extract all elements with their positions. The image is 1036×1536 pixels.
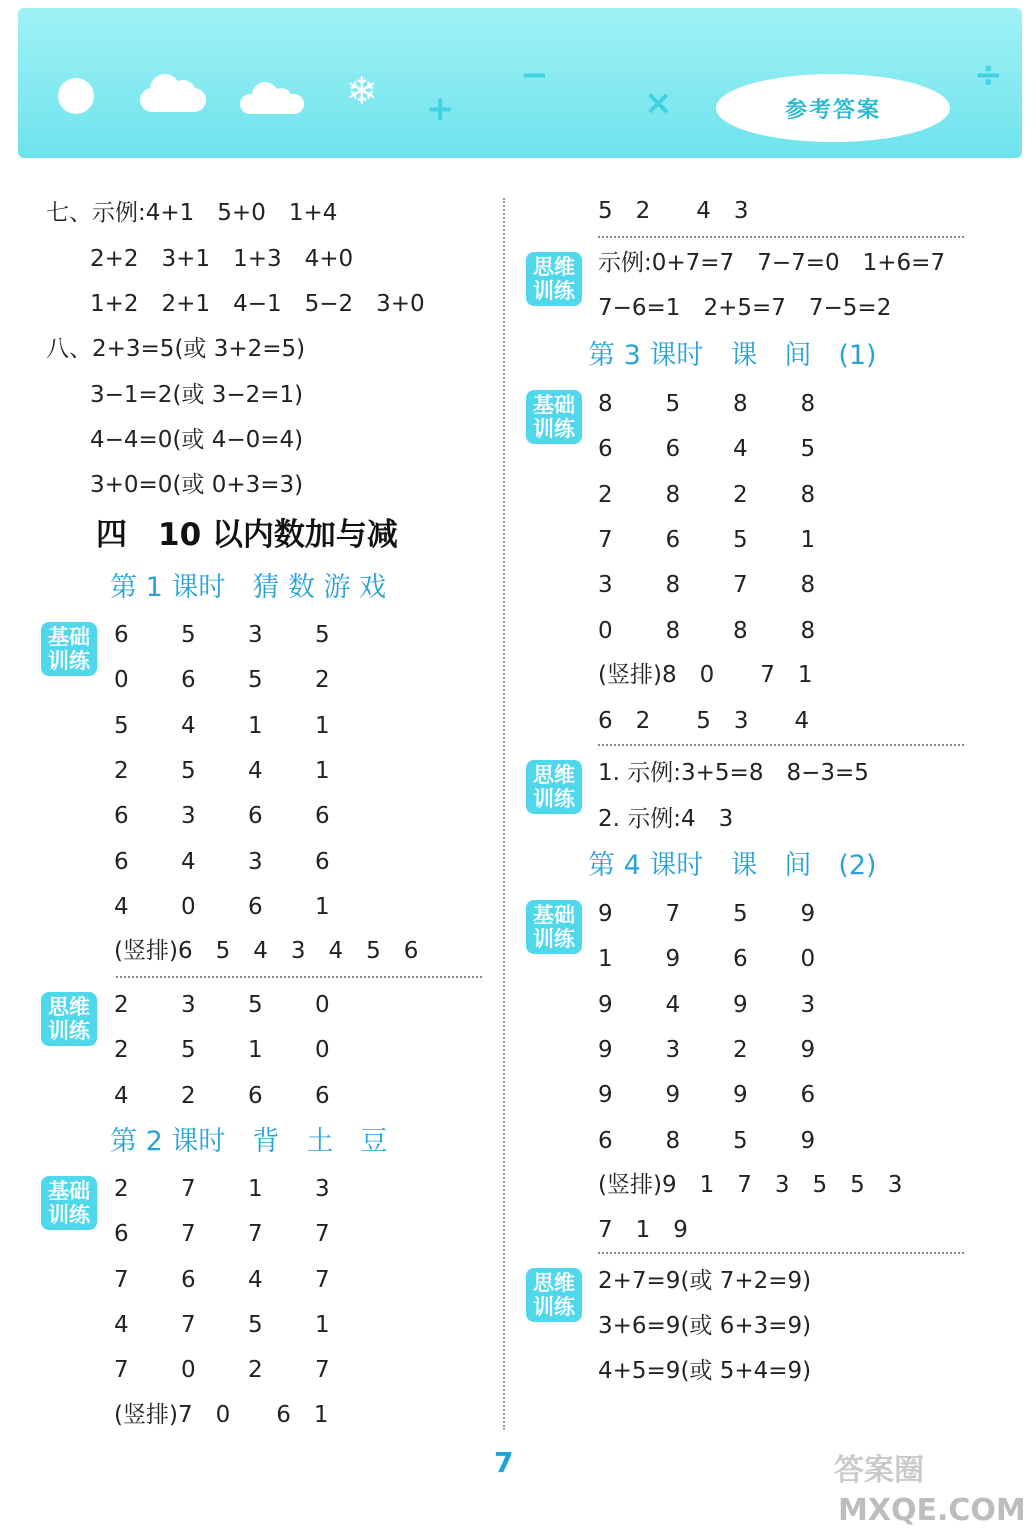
- thinking-training-badge: 思维 训练: [526, 1268, 582, 1322]
- grid-cell: 1: [315, 757, 330, 784]
- answer-line: 3−1=2(或 3−2=1): [90, 382, 304, 408]
- grid-cell: 6: [114, 803, 129, 830]
- grid-cell: 7: [315, 1221, 330, 1248]
- answer-line: 2+2 3+1 1+3 4+0: [90, 246, 354, 272]
- grid-cell: 5: [114, 712, 129, 739]
- grid-cell: 5: [733, 1127, 748, 1154]
- basic-training-badge: 基础 训练: [41, 622, 97, 676]
- answer-line: 6 2 5 3 4: [598, 708, 810, 734]
- grid-cell: 6: [114, 622, 129, 648]
- grid-cell: 9: [598, 991, 613, 1018]
- grid-cell: 6: [114, 1221, 129, 1248]
- answer-line: 7−6=1 2+5=7 7−5=2: [598, 295, 892, 321]
- grid-cell: 3: [181, 803, 196, 830]
- grid-cell: 9: [800, 1127, 816, 1154]
- grid-cell: 5: [248, 667, 263, 694]
- basic-training-badge: 基础 训练: [41, 1176, 97, 1230]
- grid-cell: 3: [181, 992, 196, 1018]
- grid-cell: 9: [598, 1036, 613, 1063]
- answer-line: 七、示例:4+1 5+0 1+4: [46, 200, 338, 226]
- cloud-icon: [140, 88, 206, 112]
- snowflake-icon: ❄: [346, 69, 378, 113]
- grid-cell: 9: [598, 901, 613, 927]
- grid-cell: 8: [733, 617, 748, 644]
- grid-cell: 4: [733, 436, 748, 463]
- answer-line: (竖排)7 0 6 1: [114, 1402, 329, 1428]
- grid-cell: 8: [598, 391, 613, 417]
- grid-cell: 2: [733, 1036, 748, 1063]
- grid-cell: 4: [114, 1311, 129, 1338]
- answer-line: (竖排)8 0 7 1: [598, 662, 813, 688]
- grid-cell: 9: [733, 991, 748, 1018]
- grid-cell: 6: [315, 1082, 330, 1109]
- grid-cell: 4: [181, 712, 196, 739]
- plus-icon: +: [426, 89, 455, 129]
- basic-training-badge: 基础 训练: [526, 900, 582, 954]
- grid-cell: 7: [114, 1357, 129, 1384]
- grid-cell: 8: [665, 572, 681, 599]
- grid-cell: 2: [598, 481, 613, 508]
- grid-cell: 0: [800, 946, 816, 973]
- grid-cell: 2: [114, 1176, 129, 1202]
- grid-cell: 6: [598, 1127, 613, 1154]
- grid-cell: 5: [733, 526, 748, 553]
- answer-line: 2. 示例:4 3: [598, 806, 734, 832]
- grid-cell: 0: [315, 992, 330, 1018]
- grid-cell: 8: [800, 572, 816, 599]
- grid-cell: 8: [800, 391, 816, 417]
- grid-cell: 1: [248, 1037, 263, 1064]
- grid-cell: 2: [114, 757, 129, 784]
- grid-cell: 6: [248, 803, 263, 830]
- grid-cell: 6: [248, 1082, 263, 1109]
- grid-cell: 7: [733, 572, 748, 599]
- grid-cell: 7: [315, 1266, 330, 1293]
- grid-cell: 2: [181, 1082, 196, 1109]
- divider: [598, 1252, 964, 1254]
- grid-cell: 6: [315, 848, 330, 875]
- grid-cell: 3: [248, 622, 263, 648]
- grid-cell: 1: [598, 946, 613, 973]
- grid-cell: 2: [114, 992, 129, 1018]
- grid-cell: 5: [248, 1311, 263, 1338]
- column-divider: [503, 198, 505, 1430]
- grid-cell: 2: [114, 1037, 129, 1064]
- lesson-title: 第 1 课时 猜 数 游 戏: [110, 572, 387, 603]
- answer-line: 八、2+3=5(或 3+2=5): [46, 336, 306, 362]
- grid-cell: 0: [315, 1037, 330, 1064]
- grid-cell: 8: [665, 617, 681, 644]
- divide-icon: ÷: [974, 55, 1003, 95]
- grid-cell: 2: [248, 1357, 263, 1384]
- answer-line: 4−4=0(或 4−0=4): [90, 427, 304, 453]
- grid-cell: 1: [315, 712, 330, 739]
- grid-cell: 8: [733, 391, 748, 417]
- grid-cell: 9: [733, 1082, 748, 1109]
- sun-icon: [58, 78, 94, 114]
- grid-cell: 6: [665, 526, 681, 553]
- grid-cell: 5: [181, 757, 196, 784]
- grid-cell: 8: [665, 1127, 681, 1154]
- answer-line: (竖排)6 5 4 3 4 5 6: [114, 938, 419, 964]
- grid-cell: 4: [665, 991, 681, 1018]
- grid-cell: 0: [598, 617, 613, 644]
- answer-line: 1. 示例:3+5=8 8−3=5: [598, 760, 869, 786]
- answer-line: 7 1 9: [598, 1217, 688, 1243]
- grid-cell: 6: [800, 1082, 816, 1109]
- divider: [598, 744, 964, 746]
- grid-cell: 5: [315, 622, 330, 648]
- divider: [598, 236, 964, 238]
- grid-cell: 6: [598, 436, 613, 463]
- grid-cell: 4: [248, 757, 263, 784]
- grid-cell: 5: [733, 901, 748, 927]
- answer-key-label: 参考答案: [716, 74, 950, 142]
- grid-cell: 3: [598, 572, 613, 599]
- answer-line: 3+6=9(或 6+3=9): [598, 1313, 812, 1339]
- answer-line: 2+7=9(或 7+2=9): [598, 1268, 812, 1294]
- answer-line: 示例:0+7=7 7−7=0 1+6=7: [598, 250, 946, 276]
- grid-cell: 4: [114, 893, 129, 920]
- grid-cell: 1: [315, 1311, 330, 1338]
- divider: [116, 976, 482, 978]
- grid-cell: 6: [181, 667, 196, 694]
- grid-cell: 2: [733, 481, 748, 508]
- grid-cell: 0: [181, 1357, 196, 1384]
- answer-line: 4+5=9(或 5+4=9): [598, 1358, 812, 1384]
- grid-cell: 8: [800, 617, 816, 644]
- answer-line: 5 2 4 3: [598, 198, 749, 224]
- grid-cell: 1: [248, 712, 263, 739]
- grid-cell: 6: [181, 1266, 196, 1293]
- grid-cell: 2: [315, 667, 330, 694]
- grid-cell: 7: [598, 526, 613, 553]
- minus-icon: −: [520, 55, 549, 95]
- grid-cell: 3: [248, 848, 263, 875]
- answer-line: 1+2 2+1 4−1 5−2 3+0: [90, 291, 425, 317]
- answer-line: (竖排)9 1 7 3 5 5 3: [598, 1172, 903, 1198]
- grid-cell: 7: [248, 1221, 263, 1248]
- grid-cell: 9: [800, 901, 816, 927]
- grid-cell: 7: [181, 1176, 196, 1202]
- grid-cell: 4: [248, 1266, 263, 1293]
- grid-cell: 3: [315, 1176, 330, 1202]
- grid-cell: 9: [598, 1082, 613, 1109]
- grid-cell: 5: [665, 391, 681, 417]
- grid-cell: 7: [181, 1221, 196, 1248]
- grid-cell: 6: [733, 946, 748, 973]
- grid-cell: 1: [800, 526, 816, 553]
- page-number: 7: [494, 1446, 514, 1479]
- thinking-training-badge: 思维 训练: [526, 252, 582, 306]
- lesson-title: 第 3 课时 课 间 (1): [588, 340, 877, 371]
- grid-cell: 3: [800, 991, 816, 1018]
- grid-cell: 6: [665, 436, 681, 463]
- grid-cell: 8: [800, 481, 816, 508]
- answer-line: 3+0=0(或 0+3=3): [90, 472, 304, 498]
- grid-cell: 1: [248, 1176, 263, 1202]
- cloud-icon: [240, 94, 304, 114]
- watermark-logo: 答案圈: [834, 1453, 924, 1488]
- grid-cell: 3: [665, 1036, 681, 1063]
- watermark-url: MXQE.COM: [838, 1493, 1026, 1528]
- grid-cell: 4: [181, 848, 196, 875]
- grid-cell: 0: [114, 667, 129, 694]
- grid-cell: 7: [665, 901, 681, 927]
- unit-title: 四 10 以内数加与减: [96, 517, 398, 553]
- grid-cell: 9: [800, 1036, 816, 1063]
- grid-cell: 9: [665, 946, 681, 973]
- multiply-icon: ×: [644, 83, 673, 123]
- header-banner: [18, 8, 1022, 158]
- thinking-training-badge: 思维 训练: [41, 992, 97, 1046]
- grid-cell: 5: [800, 436, 816, 463]
- grid-cell: 5: [181, 1037, 196, 1064]
- grid-cell: 7: [181, 1311, 196, 1338]
- lesson-title: 第 4 课时 课 间 (2): [588, 850, 877, 881]
- grid-cell: 6: [315, 803, 330, 830]
- thinking-training-badge: 思维 训练: [526, 760, 582, 814]
- grid-cell: 6: [248, 893, 263, 920]
- basic-training-badge: 基础 训练: [526, 390, 582, 444]
- grid-cell: 4: [114, 1082, 129, 1109]
- grid-cell: 8: [665, 481, 681, 508]
- grid-cell: 7: [114, 1266, 129, 1293]
- grid-cell: 5: [181, 622, 196, 648]
- lesson-title: 第 2 课时 背 土 豆: [110, 1126, 388, 1157]
- grid-cell: 7: [315, 1357, 330, 1384]
- grid-cell: 9: [665, 1082, 681, 1109]
- grid-cell: 0: [181, 893, 196, 920]
- grid-cell: 5: [248, 992, 263, 1018]
- grid-cell: 6: [114, 848, 129, 875]
- grid-cell: 1: [315, 893, 330, 920]
